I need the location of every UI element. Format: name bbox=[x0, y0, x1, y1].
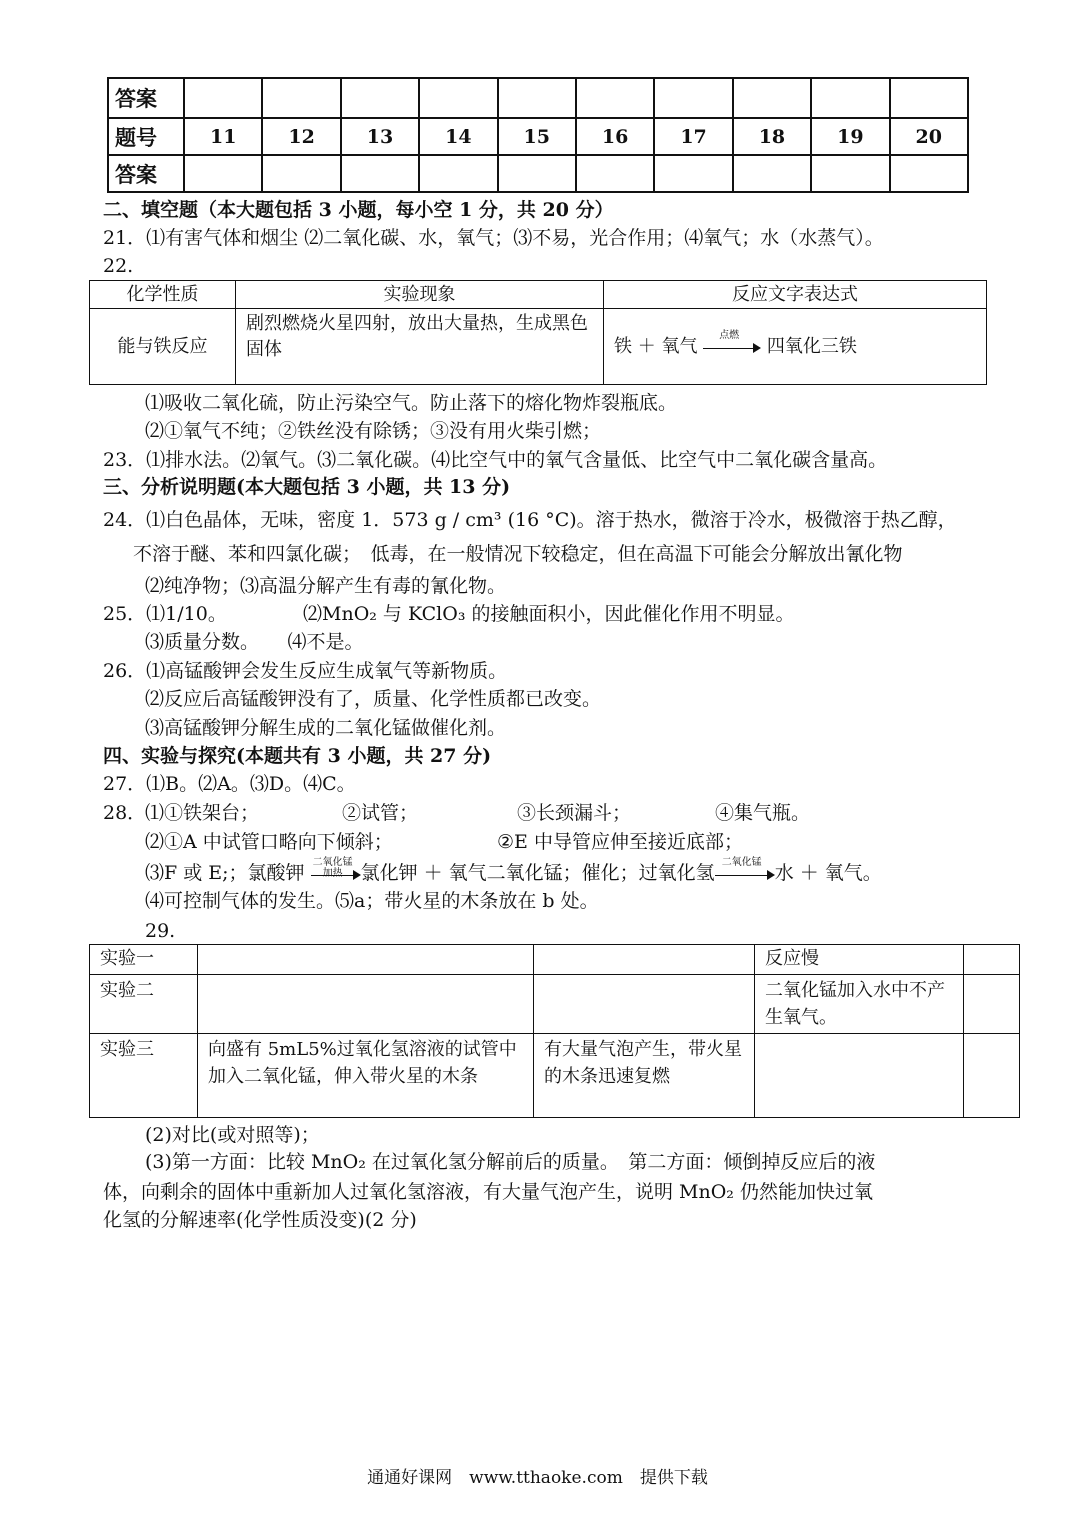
answer-cell bbox=[654, 155, 732, 192]
answer-table bbox=[107, 77, 969, 193]
question-number: 16 bbox=[576, 118, 654, 155]
answer-cell bbox=[184, 155, 262, 192]
q29-sub2: (2)对比(或对照等)； bbox=[145, 1124, 320, 1146]
question-number: 18 bbox=[733, 118, 811, 155]
answer-label: 答案 bbox=[108, 155, 184, 192]
table29-row1-result: 反应慢 bbox=[755, 945, 964, 975]
q22-table bbox=[89, 280, 987, 385]
table29-cell bbox=[964, 1034, 1020, 1118]
answer-cell bbox=[262, 78, 340, 118]
answer-cell bbox=[890, 78, 968, 118]
answer-cell bbox=[184, 78, 262, 118]
table22-phenomenon: 剧烈燃烧火星四射，放出大量热，生成黑色固体 bbox=[236, 309, 604, 385]
table29-cell bbox=[964, 975, 1020, 1034]
answer-cell bbox=[498, 155, 576, 192]
question-number: 20 bbox=[890, 118, 968, 155]
number-label: 题号 bbox=[108, 118, 184, 155]
q28-number: 28． bbox=[103, 802, 147, 824]
q28-4: ⑷可控制气体的发生。⑸a；带火星的木条放在 b 处。 bbox=[145, 890, 599, 912]
q29-sub3-line1: (3)第一方面：比较 MnO₂ 在过氧化氢分解前后的质量。 第二方面：倾倒掉反应后的液 bbox=[145, 1151, 876, 1173]
answer-cell bbox=[890, 155, 968, 192]
q28-2a: ⑵①A 中试管口略向下倾斜； bbox=[145, 831, 393, 853]
q26-line2: ⑵反应后高锰酸钾没有了，质量、化学性质都已改变。 bbox=[145, 688, 602, 710]
table29-row1-label: 实验一 bbox=[90, 945, 198, 975]
q29-number: 29. bbox=[145, 920, 176, 942]
question-number: 15 bbox=[498, 118, 576, 155]
table29-row3-label: 实验三 bbox=[90, 1034, 198, 1118]
table22-property: 能与铁反应 bbox=[90, 309, 236, 385]
page-footer: 通通好课网 www.tthaoke.com 提供下载 bbox=[367, 1468, 708, 1488]
reaction-arrow-icon bbox=[703, 329, 761, 354]
section2-heading: 二、填空题（本大题包括 3 小题，每小空 1 分，共 20 分） bbox=[103, 199, 614, 221]
q28-3-start: ⑶F 或 E;；氯酸钾 bbox=[145, 862, 305, 884]
section3-heading: 三、分析说明题(本大题包括 3 小题，共 13 分) bbox=[103, 476, 511, 498]
table22-equation bbox=[604, 309, 987, 385]
table29-cell bbox=[534, 945, 755, 975]
table29-row2-result: 二氧化锰加入水中不产生氧气。 bbox=[755, 975, 964, 1034]
q28-1d: ④集气瓶。 bbox=[715, 802, 811, 824]
table22-header: 化学性质 bbox=[90, 281, 236, 309]
q27-answer: 27．⑴B。⑵A。⑶D。⑷C。 bbox=[103, 773, 356, 795]
reaction-arrow-icon bbox=[715, 857, 775, 881]
reaction-condition: 点燃 bbox=[719, 329, 740, 341]
q22-sub2: ⑵①氧气不纯；②铁丝没有除锈；③没有用火柴引燃； bbox=[145, 420, 602, 442]
table22-header: 实验现象 bbox=[236, 281, 604, 309]
q22-sub1: ⑴吸收二氧化硫，防止污染空气。防止落下的熔化物炸裂瓶底。 bbox=[145, 392, 678, 414]
q21-answer: 21．⑴有害气体和烟尘 ⑵二氧化碳、水，氧气；⑶不易，光合作用；⑷氧气；水（水蒸气）。 bbox=[103, 227, 884, 249]
question-number: 11 bbox=[184, 118, 262, 155]
q28-2b: ②E 中导管应伸至接近底部； bbox=[497, 831, 743, 853]
reaction-arrow-icon bbox=[311, 857, 361, 881]
q28-1a: ⑴①铁架台； bbox=[145, 802, 260, 824]
question-number: 13 bbox=[341, 118, 419, 155]
answer-cell bbox=[733, 155, 811, 192]
table29-cell bbox=[198, 975, 534, 1034]
reaction-condition: 二氧化锰 bbox=[312, 857, 353, 868]
question-number: 14 bbox=[419, 118, 497, 155]
answer-cell bbox=[498, 78, 576, 118]
q26-line3: ⑶高锰酸钾分解生成的二氧化锰做催化剂。 bbox=[145, 717, 507, 739]
answer-cell bbox=[576, 78, 654, 118]
q24-line3: ⑵纯净物；⑶高温分解产生有毒的氰化物。 bbox=[145, 575, 507, 597]
table29-row2-label: 实验二 bbox=[90, 975, 198, 1034]
table29-cell bbox=[198, 945, 534, 975]
answer-cell bbox=[811, 155, 889, 192]
q25-line2: ⑵MnO₂ 与 KClO₃ 的接触面积小，因此催化作用不明显。 bbox=[303, 603, 795, 625]
q28-1b: ②试管； bbox=[342, 802, 419, 824]
equation-products: 四氧化三铁 bbox=[766, 335, 857, 357]
section4-heading: 四、实验与探究(本题共有 3 小题，共 27 分) bbox=[103, 745, 492, 767]
reaction-condition-bottom: 加热 bbox=[322, 868, 343, 879]
q24-line1: 24．⑴白色晶体，无味，密度 1．573 g / cm³ (16 °C)。溶于热水，微溶于冷水，极微溶于热乙醇， bbox=[103, 509, 957, 531]
q29-sub3-line3: 化氢的分解速率(化学性质没变)(2 分) bbox=[103, 1209, 417, 1231]
q25-line3: ⑶质量分数。 ⑷不是。 bbox=[145, 631, 364, 653]
q28-3-end: 水 ＋ 氧气。 bbox=[774, 862, 882, 884]
q22-number: 22. bbox=[103, 255, 134, 277]
q29-sub3-line2: 体，向剩余的固体中重新加人过氧化氢溶液，有大量气泡产生，说明 MnO₂ 仍然能加快过氧 bbox=[103, 1181, 873, 1203]
table29-cell bbox=[964, 945, 1020, 975]
answer-cell bbox=[654, 78, 732, 118]
q24-line2: 不溶于醚、苯和四氯化碳； 低毒，在一般情况下较稳定，但在高温下可能会分解放出氰化物 bbox=[133, 543, 903, 565]
answer-cell bbox=[733, 78, 811, 118]
table29-cell bbox=[534, 975, 755, 1034]
table22-header: 反应文字表达式 bbox=[604, 281, 987, 309]
answer-cell bbox=[811, 78, 889, 118]
question-number: 12 bbox=[262, 118, 340, 155]
q28-3-mid: 氯化钾 ＋ 氧气二氧化锰；催化；过氧化氢 bbox=[360, 862, 715, 884]
q23-answer: 23．⑴排水法。⑵氧气。⑶二氧化碳。⑷比空气中的氧气含量低、比空气中二氧化碳含量高。 bbox=[103, 449, 888, 471]
question-number: 19 bbox=[811, 118, 889, 155]
q28-3 bbox=[145, 857, 882, 886]
answer-cell bbox=[419, 78, 497, 118]
table29-row3-phenomenon: 有大量气泡产生，带火星的木条迅速复燃 bbox=[534, 1034, 755, 1118]
equation-reactants: 铁 ＋ 氧气 bbox=[614, 335, 698, 357]
q26-line1: 26．⑴高锰酸钾会发生反应生成氧气等新物质。 bbox=[103, 660, 508, 682]
answer-cell bbox=[341, 155, 419, 192]
q25-line1: 25．⑴1/10。 bbox=[103, 603, 227, 625]
answer-cell bbox=[576, 155, 654, 192]
table29-cell bbox=[755, 1034, 964, 1118]
answer-cell bbox=[262, 155, 340, 192]
table29-row3-procedure: 向盛有 5mL5%过氧化氢溶液的试管中加入二氧化锰，伸入带火星的木条 bbox=[198, 1034, 534, 1118]
reaction-condition: 二氧化锰 bbox=[721, 857, 762, 868]
q28-1c: ③长颈漏斗； bbox=[517, 802, 632, 824]
answer-label: 答案 bbox=[108, 78, 184, 118]
answer-cell bbox=[341, 78, 419, 118]
answer-cell bbox=[419, 155, 497, 192]
question-number: 17 bbox=[654, 118, 732, 155]
q29-table bbox=[89, 944, 1020, 1118]
